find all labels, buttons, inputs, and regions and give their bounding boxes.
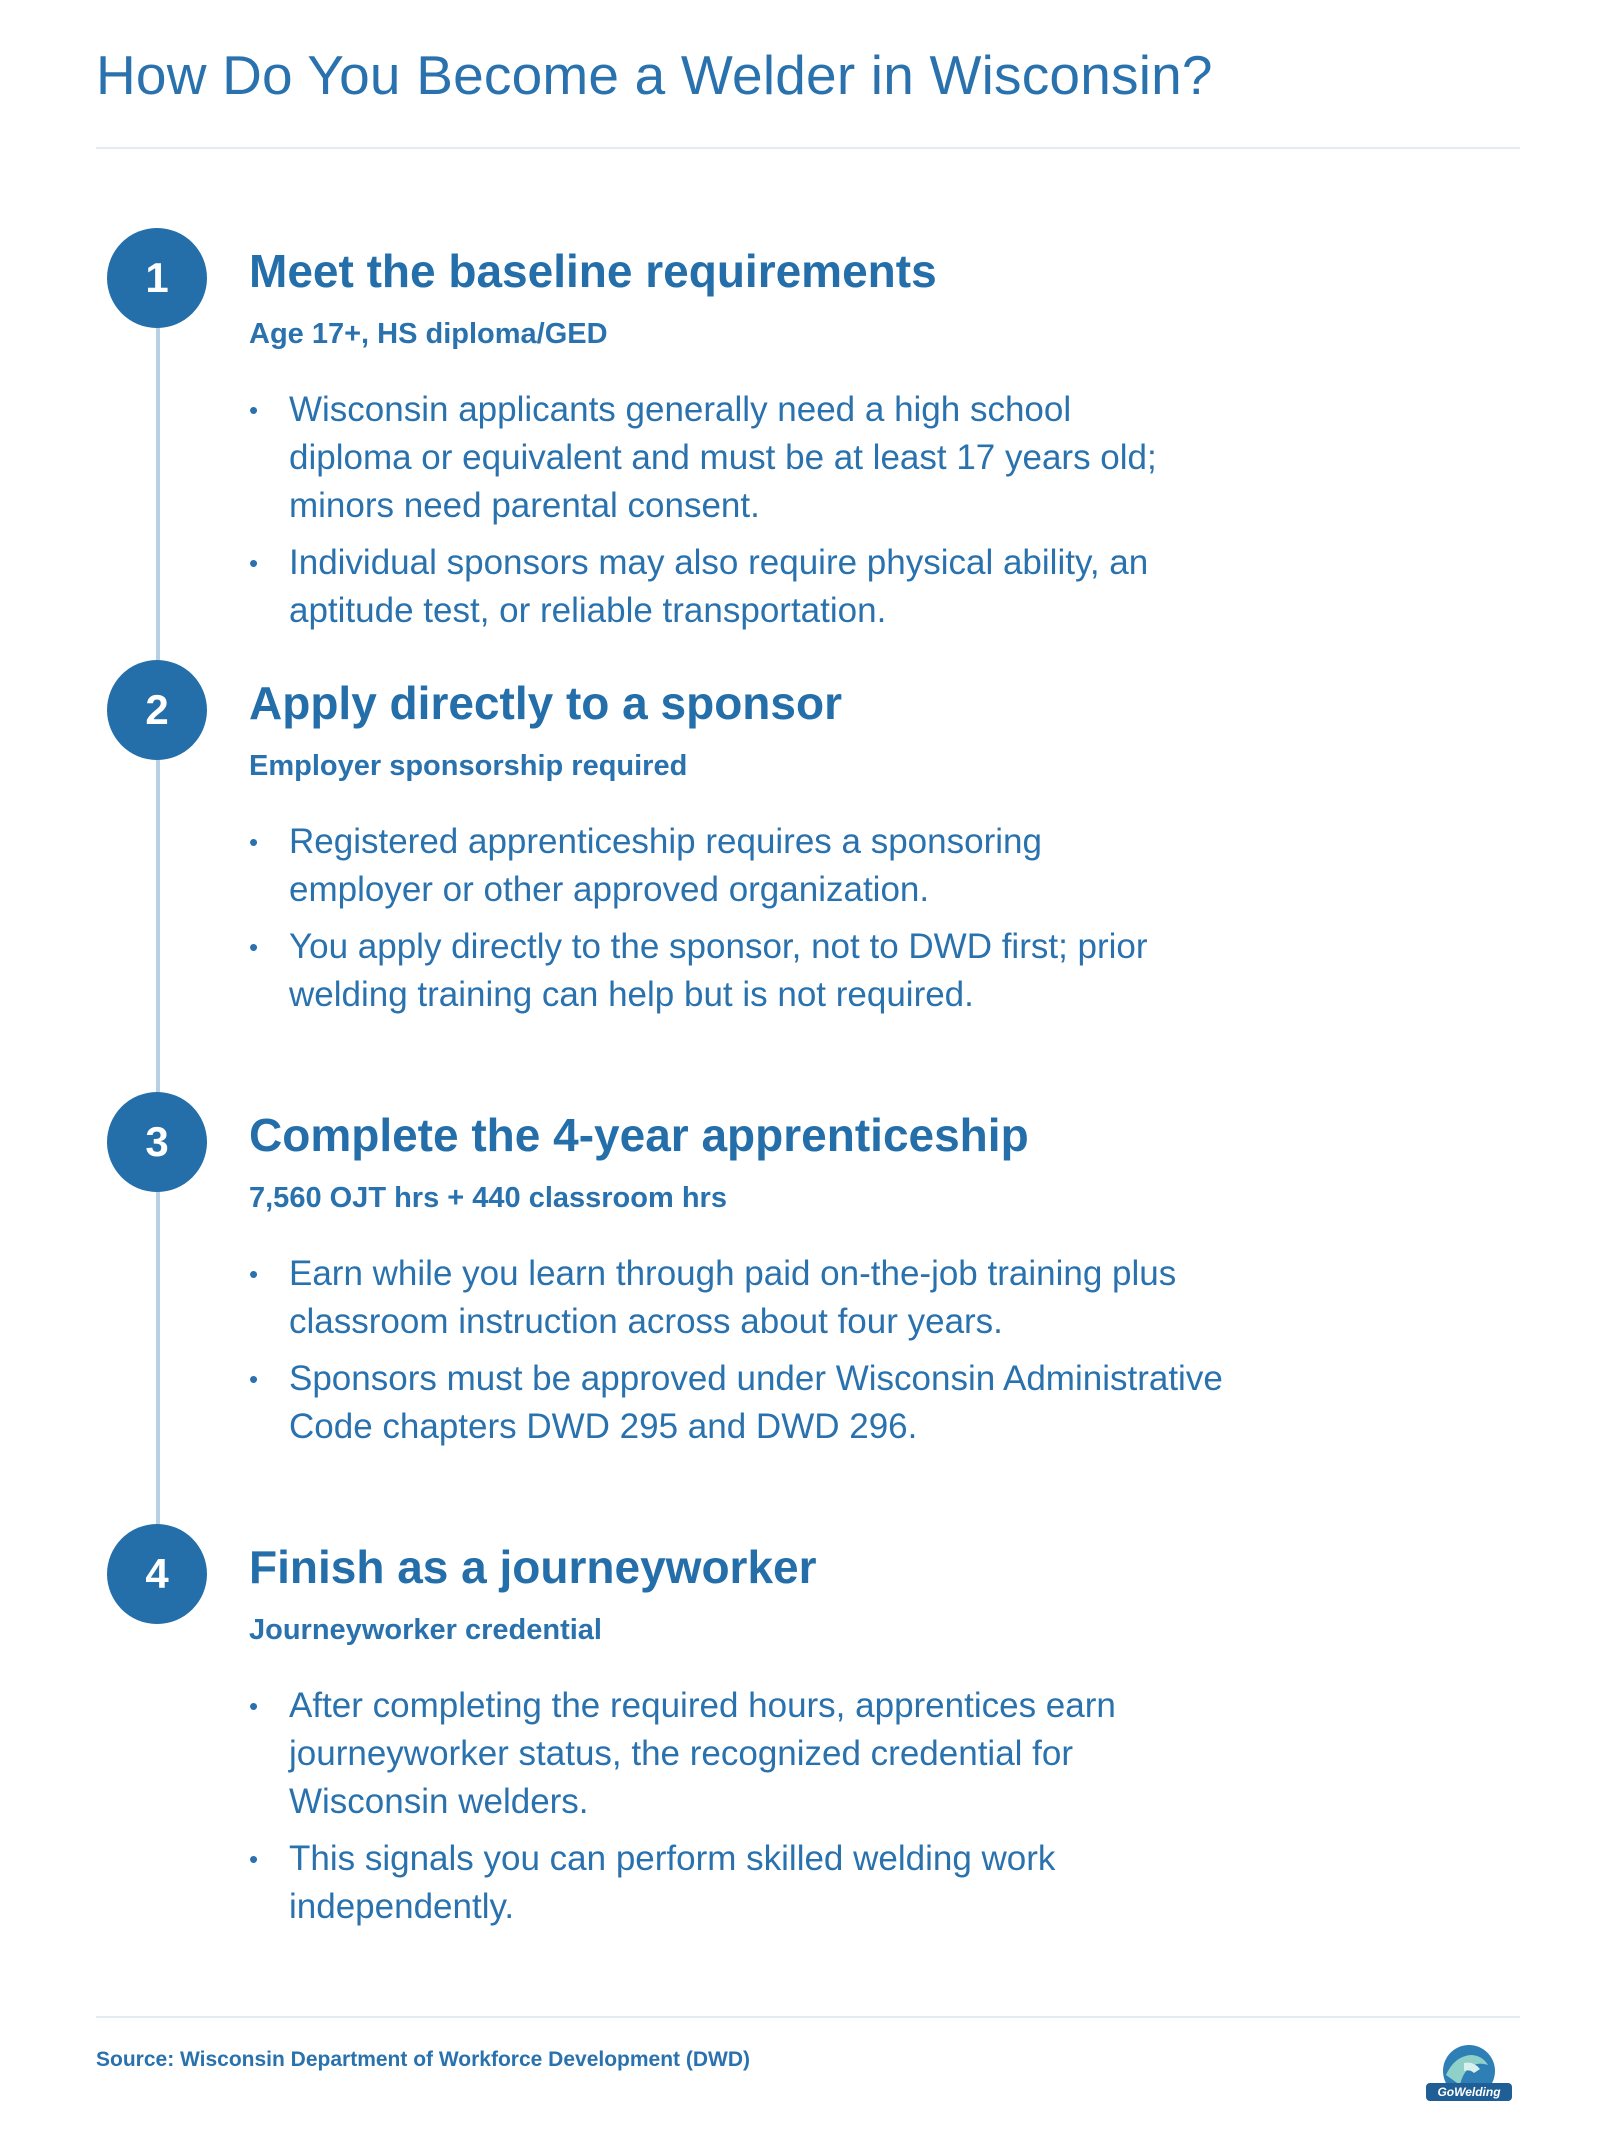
- step-number-badge: 3: [107, 1092, 207, 1192]
- step-subheading: Employer sponsorship required: [249, 750, 688, 782]
- gowelding-logo-icon: [1424, 2043, 1514, 2105]
- step-bullet-list: [249, 1682, 1249, 1940]
- step-heading: Apply directly to a sponsor: [249, 677, 842, 729]
- bullet-text: Wisconsin applicants generally need a high school diploma or equivalent and must be at least 17 years old; minors need parental consent.: [289, 390, 1157, 525]
- bullet-icon: •: [249, 395, 259, 425]
- step-heading: Finish as a journeyworker: [249, 1541, 817, 1593]
- list-item: [249, 1250, 1209, 1346]
- list-item: [249, 818, 1159, 914]
- timeline-line: [156, 280, 160, 1580]
- list-item: [249, 1355, 1269, 1451]
- step-bullet-list: [249, 386, 1249, 644]
- step-bullet-list: [249, 818, 1249, 1028]
- step-heading: Complete the 4-year apprenticeship: [249, 1109, 1029, 1161]
- list-item: [249, 386, 1169, 530]
- step-subheading: Journeyworker credential: [249, 1614, 602, 1646]
- bullet-icon: •: [249, 1844, 259, 1874]
- step-number-badge: 2: [107, 660, 207, 760]
- source-citation: Source: Wisconsin Department of Workforce Development (DWD): [96, 2048, 751, 2071]
- step-subheading: 7,560 OJT hrs + 440 classroom hrs: [249, 1182, 727, 1214]
- bullet-text: After completing the required hours, apprentices earn journeyworker status, the recognized credential for Wisconsin welders.: [289, 1686, 1116, 1821]
- bullet-text: You apply directly to the sponsor, not to DWD first; prior welding training can help but is not required.: [289, 927, 1148, 1014]
- bullet-text: Registered apprenticeship requires a sponsoring employer or other approved organization.: [289, 822, 1042, 909]
- svg-text:GoWelding: GoWelding: [1437, 2085, 1501, 2099]
- step-number-badge: 1: [107, 228, 207, 328]
- step-heading: Meet the baseline requirements: [249, 245, 937, 297]
- list-item: [249, 923, 1189, 1019]
- header-divider: [96, 147, 1520, 149]
- list-item: [249, 1682, 1229, 1826]
- bullet-text: Sponsors must be approved under Wisconsin Administrative Code chapters DWD 295 and DWD 296.: [289, 1359, 1223, 1446]
- bullet-icon: •: [249, 1364, 259, 1394]
- step-number-badge: 4: [107, 1524, 207, 1624]
- bullet-icon: •: [249, 1259, 259, 1289]
- step-bullet-list: [249, 1250, 1249, 1460]
- page-title: How Do You Become a Welder in Wisconsin?: [96, 44, 1213, 106]
- bullet-icon: •: [249, 932, 259, 962]
- bullet-text: Individual sponsors may also require physical ability, an aptitude test, or reliable transportation.: [289, 543, 1149, 630]
- bullet-text: Earn while you learn through paid on-the-job training plus classroom instruction across about four years.: [289, 1254, 1177, 1341]
- bullet-text: This signals you can perform skilled welding work independently.: [289, 1839, 1056, 1926]
- bullet-icon: •: [249, 827, 259, 857]
- list-item: [249, 1835, 1169, 1931]
- footer-divider: [96, 2016, 1520, 2018]
- bullet-icon: •: [249, 548, 259, 578]
- bullet-icon: •: [249, 1691, 259, 1721]
- step-subheading: Age 17+, HS diploma/GED: [249, 318, 608, 350]
- list-item: [249, 539, 1209, 635]
